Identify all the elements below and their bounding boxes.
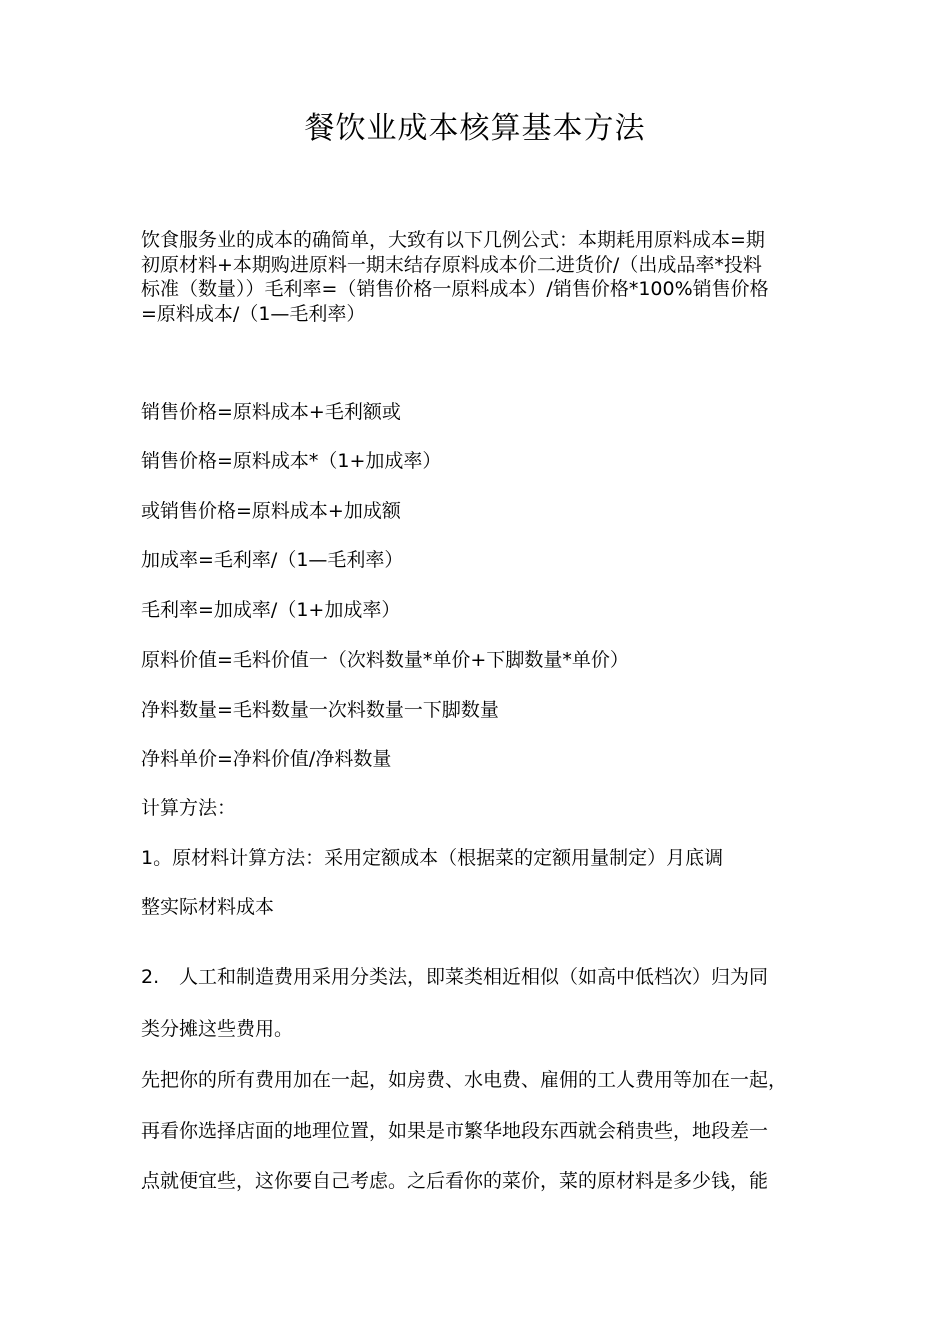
formula-line: 加成率=毛利率/（1—毛利率） — [141, 549, 404, 571]
method2-text: 人工和制造费用采用分类法，即菜类相近相似（如高中低档次）归为同 — [179, 966, 769, 988]
formula-line: 销售价格=原料成本*（1+加成率） — [141, 450, 442, 472]
method1-line: 整实际材料成本 — [141, 896, 275, 918]
closing-line: 先把你的所有费用加在一起，如房费、水电费、雇佣的工人费用等加在一起， — [141, 1069, 788, 1091]
formula-line: 销售价格=原料成本+毛利额或 — [141, 401, 401, 423]
section-heading: 计算方法： — [141, 797, 237, 819]
method1-line: 1。原材料计算方法：采用定额成本（根据菜的定额用量制定）月底调 — [141, 847, 724, 869]
intro-line: 标准（数量））毛利率=（销售价格一原料成本）/销售价格*100%销售价格 — [141, 278, 769, 300]
closing-line: 再看你选择店面的地理位置，如果是市繁华地段东西就会稍贵些，地段差一 — [141, 1120, 769, 1142]
method2-line — [141, 964, 768, 990]
formula-line: 净料单价=净料价值/净料数量 — [141, 748, 392, 770]
formula-line: 或销售价格=原料成本+加成额 — [141, 500, 401, 522]
intro-line: 饮食服务业的成本的确简单，大致有以下几例公式：本期耗用原料成本=期 — [141, 229, 765, 251]
method2-line: 类分摊这些费用。 — [141, 1018, 294, 1040]
intro-line: 初原材料+本期购进原料一期末结存原料成本价二进货价/（出成品率*投料 — [141, 253, 762, 276]
formula-line: 毛利率=加成率/（1+加成率） — [141, 599, 401, 621]
intro-line: =原料成本/（1—毛利率） — [141, 302, 366, 325]
formula-line: 原料价值=毛料价值一（次料数量*单价+下脚数量*单价） — [141, 649, 629, 671]
intro-paragraph — [141, 228, 831, 326]
closing-line: 点就便宜些，这你要自己考虑。之后看你的菜价，菜的原材料是多少钱，能 — [141, 1170, 769, 1192]
formula-line: 净料数量=毛料数量一次料数量一下脚数量 — [141, 699, 499, 721]
list-number: 2. — [141, 966, 160, 988]
document-title: 餐饮业成本核算基本方法 — [304, 111, 646, 146]
